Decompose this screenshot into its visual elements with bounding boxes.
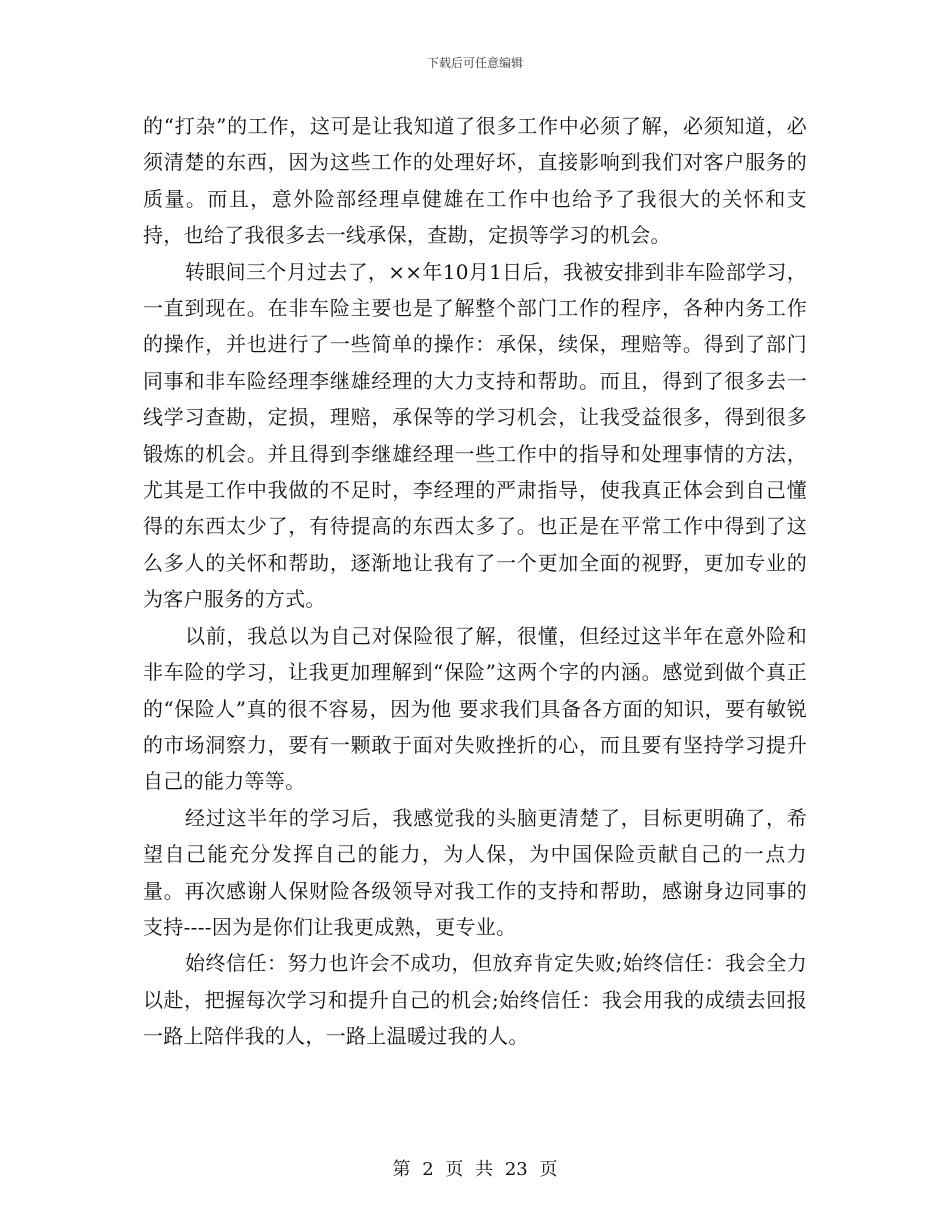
paragraph-5: 始终信任：努力也许会不成功，但放弃肯定失败;始终信任：我会全力以赴，把握每次学习和提升自己的机会;始终信任：我会用我的成绩去回报一路上陪伴我的人，一路上温暖过我的人。 [143, 951, 807, 1049]
page-header: 下载后可任意编辑 [426, 56, 523, 70]
document-body [143, 108, 807, 1055]
paragraph-1: 的“打杂”的工作，这可是让我知道了很多工作中必须了解，必须知道，必须清楚的东西，因为这些工作的处理好坏，直接影响到我们对客户服务的质量。而且，意外险部经理卓健雄在工作中也给予了我很大的关怀和支持，也给了我很多去一线承保，查勘，定损等学习的机会。 [143, 114, 807, 248]
paragraph-2: 转眼间三个月过去了，××年10月1日后，我被安排到非车险部学习，一直到现在。在非车险主要也是了解整个部门工作的程序，各种内务工作的操作，并也进行了一些简单的操作：承保，续保，理赔等。得到了部门同事和非车险经理李继雄经理的大力支持和帮助。而且，得到了很多去一线学习查勘，定损，理赔，承保等的学习机会，让我受益很多，得到很多锻炼的机会。并且得到李继雄经理一些工作中的指导和处理事情的方法，尤其是工作中我做的不足时，李经理的严肃指导，使我真正体会到自己懂得的东西太少了，有待提高的东西太多了。也正是在平常工作中得到了这么多人的关怀和帮助，逐渐地让我有了一个更加全面的视野，更加专业的为客户服务的方式。 [143, 259, 807, 612]
paragraph-4: 经过这半年的学习后，我感觉我的头脑更清楚了，目标更明确了，希望自己能充分发挥自己的能力，为人保，为中国保险贡献自己的一点力量。再次感谢人保财险各级领导对我工作的支持和帮助，感谢身边同事的支持----因为是你们让我更成熟，更专业。 [143, 805, 807, 939]
page-number-footer: 第 2 页 共 23 页 [392, 1159, 558, 1180]
paragraph-3: 以前，我总以为自己对保险很了解，很懂，但经过这半年在意外险和非车险的学习，让我更加理解到“保险”这两个字的内涵。感觉到做个真正的“保险人”真的很不容易，因为他 要求我们具备各方面的知识，要有敏锐的市场洞察力，要有一颗敢于面对失败挫折的心，而且要有坚持学习提升自己的能力等等。 [143, 623, 807, 794]
